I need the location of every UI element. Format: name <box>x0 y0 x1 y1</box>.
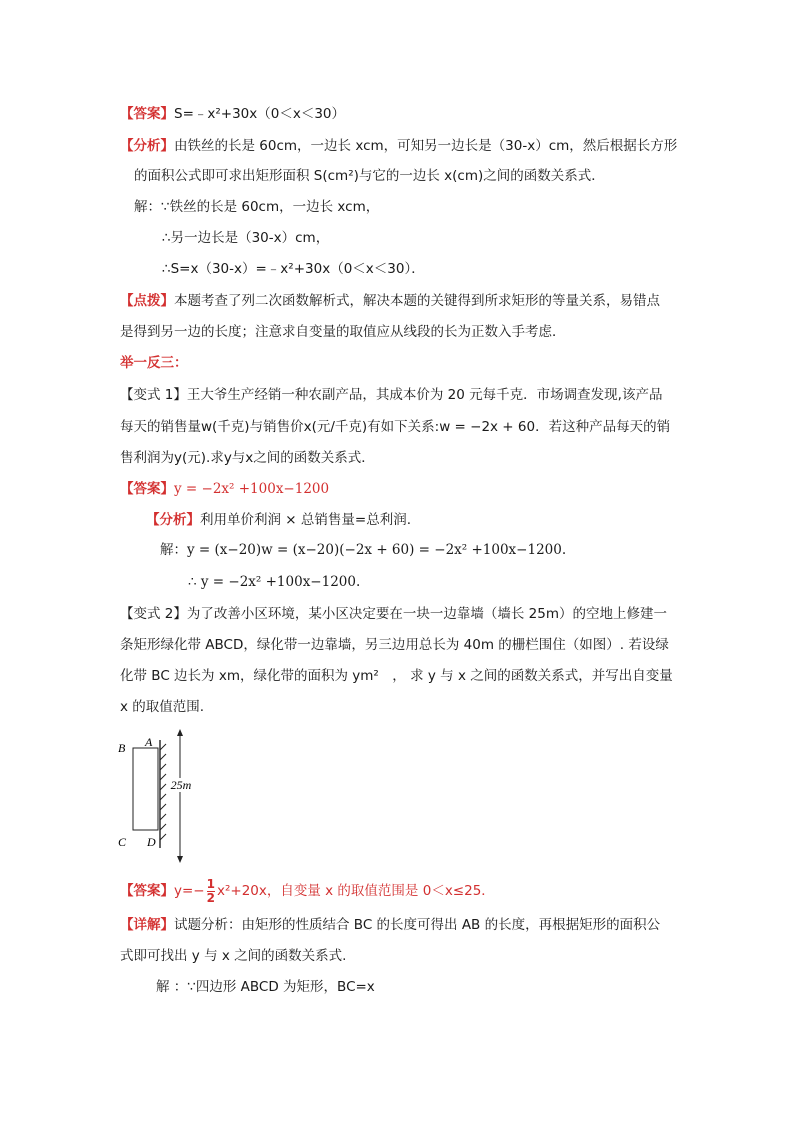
vertex-d-label: D <box>147 835 156 849</box>
variant1-tag: 【变式 1】 <box>120 387 187 403</box>
detail-text-1: 试题分析：由矩形的性质结合 BC 的长度可得出 AB 的长度，再根据矩形的面积公 <box>174 917 661 933</box>
variant2-line-3: 化带 BC 边长为 xm，绿化带的面积为 ym² ， 求 y 与 x 之间的函数关系式，并写出自变量 <box>120 668 673 684</box>
variant2-answer-prefix: y=− <box>174 883 205 899</box>
variant2-tag: 【变式 2】 <box>120 606 187 622</box>
answer-tag: 【答案】 <box>120 106 174 122</box>
analysis-tag: 【分析】 <box>120 138 174 154</box>
green-belt-rectangle <box>133 748 158 830</box>
vertex-c-label: C <box>118 835 127 849</box>
answer-text: S=﹣x²+30x（0＜x＜30） <box>174 106 346 122</box>
variant1-analysis-tag: 【分析】 <box>146 512 200 528</box>
tip-line-1 <box>120 292 660 310</box>
variant1-answer-text: y = −2x² +100x−1200 <box>174 481 330 497</box>
variant1-analysis-text: 利用单价利润 × 总销售量=总利润. <box>200 512 411 528</box>
tip-text-1: 本题考查了列二次函数解析式，解决本题的关键得到所求矩形的等量关系，易错点 <box>174 293 660 309</box>
variant2-answer-suffix: x²+20x，自变量 x 的取值范围是 0＜x≤25． <box>216 883 495 899</box>
variant1-text-1: 王大爷生产经销一种农副产品，其成本价为 20 元每千克．市场调查发现,该产品 <box>186 387 663 403</box>
variant2-answer-line <box>120 877 495 905</box>
answer-line-1 <box>120 105 345 123</box>
half-fraction <box>207 878 215 905</box>
section-heading: 举一反三： <box>120 355 188 371</box>
solution-line-2: ∴另一边长是（30-x）cm， <box>162 230 330 246</box>
arrow-up-icon <box>177 729 183 736</box>
variant2-line-2: 条矩形绿化带 ABCD，绿化带一边靠墙，另三边用总长为 40m 的栅栏围住（如图）. 若设绿 <box>120 637 669 653</box>
tip-tag: 【点拨】 <box>120 293 174 309</box>
analysis-line-2: 的面积公式即可求出矩形面积 S(cm²)与它的一边长 x(cm)之间的函数关系式． <box>134 168 605 184</box>
wall-hatching <box>160 744 166 840</box>
variant2-line-4: x 的取值范围. <box>120 699 205 715</box>
arrow-down-icon <box>177 856 183 863</box>
variant1-analysis-line <box>146 511 411 529</box>
variant2-answer-tag: 【答案】 <box>120 883 174 899</box>
detail-line-2: 式即可找出 y 与 x 之间的函数关系式. <box>120 948 347 964</box>
tip-line-2: 是得到另一边的长度；注意求自变量的取值应从线段的长为正数入手考虑． <box>120 324 566 340</box>
variant1-answer-tag: 【答案】 <box>120 481 174 497</box>
variant1-answer-line <box>120 480 329 498</box>
variant2-text-1: 为了改善小区环境，某小区决定要在一块一边靠墙（墙长 25m）的空地上修建一 <box>186 606 668 622</box>
variant1-solution-line-2: ∴ y = −2x² +100x−1200. <box>188 574 361 590</box>
variant1-line-1 <box>120 386 662 404</box>
detail-line-1 <box>120 916 660 934</box>
fraction-numerator: 1 <box>206 876 215 891</box>
variant2-line-1 <box>120 605 667 623</box>
vertex-b-label: B <box>118 741 126 755</box>
analysis-line-1 <box>120 137 677 155</box>
variant1-solution-line-1: 解：y = (x−20)w = (x−20)(−2x + 60) = −2x² +100x−1200. <box>160 542 567 558</box>
variant2-solution-line-1: 解 ：∵四边形 ABCD 为矩形，BC=x <box>156 979 375 995</box>
solution-line-1: 解：∵铁丝的长是 60cm，一边长 xcm， <box>134 199 380 215</box>
fraction-denominator: 2 <box>206 890 215 905</box>
rectangle-wall-diagram <box>114 728 206 866</box>
variant1-line-2: 每天的销售量w(千克)与销售价x(元/千克)有如下关系:w = −2x + 60．若这种产品每天的销 <box>120 419 671 435</box>
analysis-text-1: 由铁丝的长是 60cm，一边长 xcm，可知另一边长是（30-x）cm，然后根据长方形 <box>174 138 678 154</box>
dimension-label: 25m <box>170 778 192 792</box>
variant1-line-3: 售利润为y(元).求y与x之间的函数关系式． <box>120 450 375 466</box>
vertex-a-label: A <box>145 735 153 749</box>
solution-line-3: ∴S=x（30-x）=﹣x²+30x（0＜x＜30）． <box>162 261 425 277</box>
detail-tag: 【详解】 <box>120 917 174 933</box>
